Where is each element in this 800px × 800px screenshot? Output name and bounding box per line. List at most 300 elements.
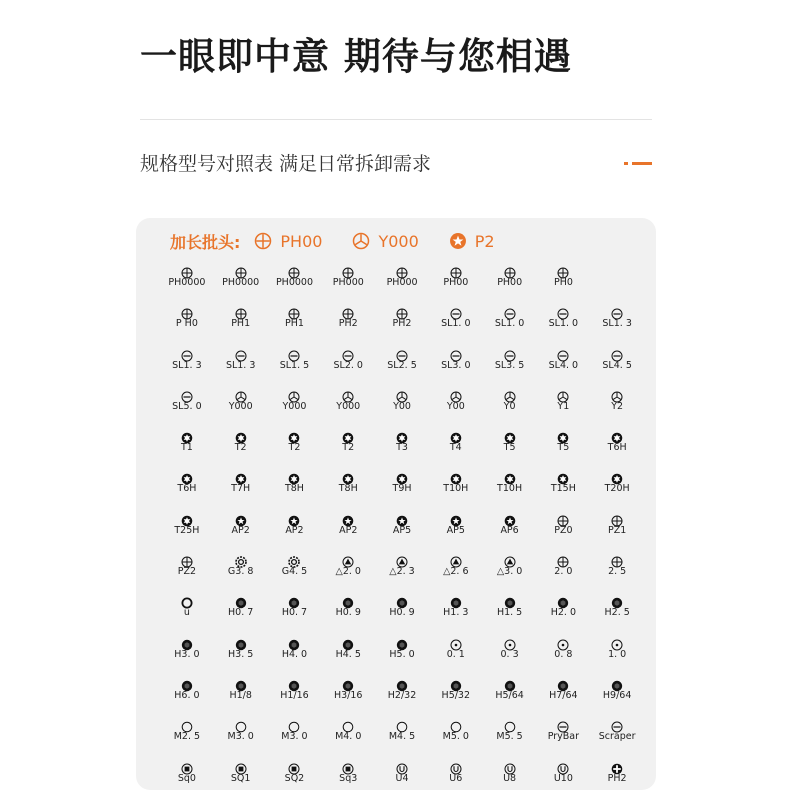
hex-icon bbox=[288, 677, 300, 689]
hex-icon bbox=[396, 594, 408, 606]
dot-ring-icon bbox=[504, 636, 516, 648]
phillips-icon bbox=[235, 305, 247, 317]
bit-label: △2. 3 bbox=[389, 566, 415, 578]
ring-icon bbox=[181, 594, 193, 606]
phillips-icon bbox=[181, 305, 193, 317]
bit-cell bbox=[590, 511, 644, 552]
bit-label: H4. 5 bbox=[335, 648, 361, 660]
bit-label: M3. 0 bbox=[227, 731, 254, 743]
bit-cell bbox=[214, 676, 268, 717]
phillips-icon bbox=[557, 264, 569, 276]
bold-cross-icon bbox=[611, 760, 623, 772]
bit-cell bbox=[429, 304, 483, 345]
bit-label: H4. 0 bbox=[281, 648, 308, 660]
bit-label: H0. 7 bbox=[281, 607, 308, 619]
bit-cell bbox=[375, 717, 429, 758]
bit-label: G4. 5 bbox=[281, 566, 308, 578]
bit-label: SQ2 bbox=[284, 772, 305, 784]
bit-cell bbox=[483, 552, 537, 593]
torx-icon bbox=[342, 429, 354, 441]
phillips-icon bbox=[254, 232, 272, 250]
phillips-icon bbox=[557, 553, 569, 565]
bit-cell bbox=[537, 263, 591, 304]
phillips-icon bbox=[288, 264, 300, 276]
torx-icon bbox=[235, 470, 247, 482]
bit-label: PH00 bbox=[497, 277, 523, 288]
bit-cell bbox=[483, 263, 537, 304]
bit-cell bbox=[214, 387, 268, 428]
square-bit-icon bbox=[342, 760, 354, 772]
tri-wing-icon bbox=[235, 388, 247, 400]
bit-cell bbox=[160, 717, 214, 758]
bit-cell bbox=[429, 511, 483, 552]
bit-cell bbox=[536, 635, 590, 676]
bit-label: 0. 1 bbox=[446, 648, 465, 660]
phillips-icon bbox=[504, 264, 516, 276]
bit-label: PH2 bbox=[607, 772, 627, 784]
bit-label: H0. 7 bbox=[228, 607, 254, 619]
bit-cell bbox=[375, 428, 429, 469]
bits-row bbox=[160, 552, 644, 593]
bit-cell bbox=[375, 387, 429, 428]
bit-cell bbox=[321, 428, 375, 469]
circle-icon bbox=[396, 718, 408, 730]
bits-header-item-label: Y000 bbox=[378, 231, 419, 251]
bit-label: △2. 6 bbox=[443, 566, 469, 578]
bit-label: PH000 bbox=[332, 277, 364, 288]
bits-row bbox=[160, 304, 644, 345]
bit-label: M4. 5 bbox=[388, 731, 416, 743]
bit-cell bbox=[590, 552, 644, 593]
bit-label: PH0000 bbox=[168, 277, 206, 288]
bit-cell bbox=[214, 759, 268, 800]
slotted-icon bbox=[504, 305, 516, 317]
bit-label: U4 bbox=[395, 772, 409, 784]
bit-label: PH0000 bbox=[275, 277, 314, 288]
bit-label: H6. 0 bbox=[174, 689, 200, 701]
torx-icon bbox=[450, 429, 462, 441]
phillips-icon bbox=[342, 264, 354, 276]
bit-label: SL1. 5 bbox=[279, 359, 310, 371]
torx-icon bbox=[557, 429, 569, 441]
bit-label: PryBar bbox=[547, 731, 580, 743]
bit-cell bbox=[375, 346, 429, 387]
circle-icon bbox=[235, 718, 247, 730]
slotted-icon bbox=[235, 347, 247, 359]
bit-cell bbox=[321, 676, 375, 717]
bit-label: H5/32 bbox=[441, 689, 471, 701]
bit-cell bbox=[590, 717, 644, 758]
bit-label: Scraper bbox=[598, 731, 636, 743]
tri-wing-icon bbox=[504, 388, 516, 400]
bit-label: 0. 3 bbox=[500, 648, 519, 660]
bits-row bbox=[160, 346, 644, 387]
bit-label: AP2 bbox=[231, 524, 250, 536]
hex-icon bbox=[235, 636, 247, 648]
bits-row bbox=[160, 759, 644, 800]
bit-label: T9H bbox=[392, 483, 412, 495]
bit-label: PZ2 bbox=[177, 566, 197, 578]
square-bit-icon bbox=[288, 760, 300, 772]
bit-label: T20H bbox=[604, 483, 630, 495]
bit-label: SL2. 5 bbox=[387, 359, 417, 371]
hex-icon bbox=[450, 594, 462, 606]
bit-label: AP5 bbox=[392, 524, 412, 536]
bit-cell bbox=[375, 511, 429, 552]
bit-cell bbox=[160, 304, 214, 345]
bit-label: T5 bbox=[503, 442, 516, 454]
bit-label: 2. 0 bbox=[554, 566, 573, 578]
slotted-icon bbox=[396, 347, 408, 359]
bit-label: 0. 8 bbox=[554, 648, 573, 660]
bit-cell bbox=[590, 635, 644, 676]
bit-label: H0. 9 bbox=[389, 607, 415, 619]
bit-label: PH2 bbox=[338, 318, 358, 330]
bit-label: U8 bbox=[503, 772, 517, 784]
bit-label: M5. 5 bbox=[496, 731, 523, 743]
bit-cell bbox=[375, 304, 429, 345]
pentalobe-icon bbox=[342, 512, 354, 524]
bit-label: Y00 bbox=[393, 400, 411, 412]
bit-cell bbox=[536, 717, 590, 758]
bit-cell bbox=[268, 346, 322, 387]
pentalobe-icon bbox=[396, 512, 408, 524]
bit-cell bbox=[590, 759, 644, 800]
bit-label: U6 bbox=[449, 772, 463, 784]
bit-label: SL1. 0 bbox=[494, 318, 525, 330]
bit-cell bbox=[590, 428, 644, 469]
pentalobe-icon bbox=[504, 512, 516, 524]
slotted-icon bbox=[450, 347, 462, 359]
tri-wing-icon bbox=[557, 388, 569, 400]
bit-cell bbox=[483, 387, 537, 428]
bit-cell bbox=[536, 552, 590, 593]
hex-icon bbox=[557, 594, 569, 606]
bit-cell bbox=[214, 717, 268, 758]
bit-cell bbox=[590, 593, 644, 634]
bit-label: SQ1 bbox=[230, 772, 251, 784]
bits-grid bbox=[160, 263, 644, 800]
slotted-icon bbox=[611, 347, 623, 359]
phillips-icon bbox=[611, 553, 623, 565]
bit-cell bbox=[321, 635, 375, 676]
slotted-icon bbox=[450, 305, 462, 317]
torx-icon bbox=[181, 470, 193, 482]
hex-icon bbox=[557, 677, 569, 689]
bit-cell bbox=[268, 552, 322, 593]
hex-icon bbox=[611, 594, 623, 606]
bit-label: Y000 bbox=[336, 400, 361, 412]
bit-label: T10H bbox=[497, 483, 523, 495]
bit-cell bbox=[214, 428, 268, 469]
bit-label: T4 bbox=[449, 442, 462, 454]
bit-label: T6H bbox=[177, 483, 197, 495]
bit-cell bbox=[429, 552, 483, 593]
slotted-icon bbox=[557, 347, 569, 359]
bit-cell bbox=[429, 428, 483, 469]
bit-cell bbox=[429, 759, 483, 800]
bit-cell bbox=[429, 469, 483, 510]
bit-cell bbox=[321, 511, 375, 552]
phillips-icon bbox=[181, 264, 193, 276]
bit-cell bbox=[590, 469, 644, 510]
circle-icon bbox=[288, 718, 300, 730]
bits-row bbox=[160, 387, 644, 428]
bit-cell bbox=[268, 511, 322, 552]
bit-label: SL4. 0 bbox=[548, 359, 579, 371]
bit-cell bbox=[429, 635, 483, 676]
triangle-bit-icon bbox=[342, 553, 354, 565]
torx-icon bbox=[288, 429, 300, 441]
slotted-icon bbox=[611, 718, 623, 730]
bit-cell bbox=[321, 263, 375, 304]
bit-label: T8H bbox=[338, 483, 358, 495]
bit-cell bbox=[590, 346, 644, 387]
bit-label: H1/16 bbox=[280, 689, 309, 701]
bit-cell bbox=[536, 511, 590, 552]
page-title: 一眼即中意 期待与您相遇 bbox=[140, 35, 572, 78]
slotted-icon bbox=[504, 347, 516, 359]
tri-wing-icon bbox=[288, 388, 300, 400]
u-shape-icon bbox=[396, 760, 408, 772]
torx-icon bbox=[504, 429, 516, 441]
title-divider bbox=[140, 119, 652, 120]
bit-cell bbox=[160, 635, 214, 676]
bit-cell bbox=[429, 676, 483, 717]
slotted-icon bbox=[557, 718, 569, 730]
tri-wing-icon bbox=[342, 388, 354, 400]
dot-ring-icon bbox=[557, 636, 569, 648]
hex-icon bbox=[342, 636, 354, 648]
square-bit-icon bbox=[235, 760, 247, 772]
dot-ring-icon bbox=[450, 636, 462, 648]
bits-row bbox=[160, 263, 644, 304]
bit-cell bbox=[483, 428, 537, 469]
bit-label: H3. 5 bbox=[228, 648, 254, 660]
bit-label: M3. 0 bbox=[281, 731, 308, 743]
bit-label: SL1. 0 bbox=[441, 318, 471, 330]
torx-icon bbox=[342, 470, 354, 482]
slotted-icon bbox=[342, 347, 354, 359]
accent-mark bbox=[624, 162, 652, 165]
bit-cell bbox=[375, 635, 429, 676]
bit-cell bbox=[214, 511, 268, 552]
bit-label: H3/16 bbox=[333, 689, 363, 701]
section-subtitle: 规格型号对照表 满足日常拆卸需求 bbox=[140, 153, 432, 175]
circle-icon bbox=[342, 718, 354, 730]
slotted-icon bbox=[288, 347, 300, 359]
bit-label: H3. 0 bbox=[174, 648, 200, 660]
bit-label: Y000 bbox=[282, 400, 307, 412]
bit-label: SL3. 0 bbox=[441, 359, 471, 371]
torx-icon bbox=[396, 429, 408, 441]
torx-icon bbox=[181, 512, 193, 524]
bit-cell bbox=[483, 511, 537, 552]
bit-label: T8H bbox=[284, 483, 304, 495]
bit-cell bbox=[268, 717, 322, 758]
bit-cell bbox=[160, 593, 214, 634]
bit-cell bbox=[375, 552, 429, 593]
bit-label: M5. 0 bbox=[442, 731, 469, 743]
tri-wing-icon bbox=[396, 388, 408, 400]
bit-label: H5/64 bbox=[495, 689, 524, 701]
bit-label: M4. 0 bbox=[335, 731, 362, 743]
bit-label: 1. 0 bbox=[608, 648, 627, 660]
bit-cell bbox=[536, 346, 590, 387]
hex-icon bbox=[611, 677, 623, 689]
gear-bit-icon bbox=[235, 553, 247, 565]
hex-icon bbox=[288, 594, 300, 606]
bit-cell bbox=[321, 304, 375, 345]
bit-cell bbox=[268, 759, 322, 800]
pentalobe-icon bbox=[450, 512, 462, 524]
bit-label: PH2 bbox=[392, 318, 412, 330]
tri-wing-icon bbox=[450, 388, 462, 400]
bit-cell bbox=[483, 346, 537, 387]
bit-label: H9/64 bbox=[602, 689, 632, 701]
bit-cell bbox=[160, 676, 214, 717]
bit-label: Y2 bbox=[611, 400, 624, 412]
hex-icon bbox=[288, 636, 300, 648]
bit-label: Y000 bbox=[228, 400, 253, 412]
bit-label: H2. 5 bbox=[604, 607, 630, 619]
phillips-icon bbox=[288, 305, 300, 317]
bit-cell bbox=[321, 717, 375, 758]
bit-cell bbox=[214, 346, 268, 387]
bit-cell bbox=[160, 511, 214, 552]
bit-cell bbox=[536, 676, 590, 717]
u-shape-icon bbox=[450, 760, 462, 772]
bit-label: T15H bbox=[550, 483, 576, 495]
torx-icon bbox=[288, 470, 300, 482]
bit-label: SL4. 5 bbox=[602, 359, 632, 371]
circle-icon bbox=[450, 718, 462, 730]
hex-icon bbox=[235, 677, 247, 689]
bit-label: SL5. 0 bbox=[172, 400, 202, 412]
bit-label: SL2. 0 bbox=[333, 359, 363, 371]
triangle-bit-icon bbox=[450, 553, 462, 565]
bit-label: Y0 bbox=[503, 400, 516, 412]
hex-icon bbox=[504, 677, 516, 689]
bit-label: PZ0 bbox=[554, 524, 573, 536]
bit-label: H2/32 bbox=[387, 689, 417, 701]
bit-label: H1/8 bbox=[229, 689, 252, 701]
hex-icon bbox=[342, 594, 354, 606]
hex-icon bbox=[450, 677, 462, 689]
bit-cell bbox=[536, 759, 590, 800]
pentalobe-icon bbox=[288, 512, 300, 524]
bit-label: 2. 5 bbox=[608, 566, 627, 578]
bit-cell bbox=[483, 593, 537, 634]
bit-cell bbox=[160, 469, 214, 510]
bit-cell bbox=[536, 304, 590, 345]
bit-cell bbox=[429, 263, 483, 304]
phillips-icon bbox=[342, 305, 354, 317]
phillips-icon bbox=[235, 264, 247, 276]
bit-cell bbox=[268, 263, 322, 304]
bit-label: PH1 bbox=[284, 318, 304, 330]
bit-cell bbox=[160, 552, 214, 593]
pentalobe-icon bbox=[235, 512, 247, 524]
bit-cell bbox=[590, 304, 644, 345]
bit-label: T6H bbox=[607, 442, 627, 454]
bit-label: SL1. 3 bbox=[225, 359, 256, 371]
hex-icon bbox=[396, 636, 408, 648]
bit-cell bbox=[160, 387, 214, 428]
bits-row bbox=[160, 676, 644, 717]
circle-icon bbox=[181, 718, 193, 730]
torx-icon bbox=[235, 429, 247, 441]
bit-cell bbox=[160, 263, 214, 304]
bit-cell bbox=[160, 346, 214, 387]
hex-icon bbox=[235, 594, 247, 606]
bit-label: H5. 0 bbox=[389, 648, 415, 660]
bit-label: H0. 9 bbox=[335, 607, 361, 619]
gear-bit-icon bbox=[288, 553, 300, 565]
hex-icon bbox=[181, 636, 193, 648]
bits-header-item-ph00 bbox=[254, 232, 322, 251]
hex-icon bbox=[342, 677, 354, 689]
bit-label: SL1. 3 bbox=[602, 318, 632, 330]
hex-icon bbox=[504, 594, 516, 606]
slotted-icon bbox=[557, 305, 569, 317]
bit-label: ü bbox=[183, 607, 190, 619]
u-shape-icon bbox=[504, 760, 516, 772]
dot-ring-icon bbox=[611, 636, 623, 648]
bits-row bbox=[160, 635, 644, 676]
bit-cell bbox=[483, 304, 537, 345]
bit-cell bbox=[321, 593, 375, 634]
bit-cell bbox=[429, 593, 483, 634]
bit-cell bbox=[429, 387, 483, 428]
torx-icon bbox=[504, 470, 516, 482]
bits-header-item-p2 bbox=[449, 232, 495, 251]
bits-row bbox=[160, 428, 644, 469]
bit-cell bbox=[590, 387, 644, 428]
phillips-icon bbox=[557, 512, 569, 524]
bit-cell bbox=[375, 593, 429, 634]
bit-cell bbox=[214, 263, 268, 304]
bit-label: PH00 bbox=[443, 277, 469, 288]
torx-icon bbox=[611, 429, 623, 441]
bit-label: G3. 8 bbox=[227, 566, 254, 578]
bit-cell bbox=[375, 759, 429, 800]
phillips-icon bbox=[396, 305, 408, 317]
bit-cell bbox=[268, 387, 322, 428]
bit-label: Y00 bbox=[446, 400, 465, 412]
bit-cell bbox=[429, 717, 483, 758]
bit-cell bbox=[214, 635, 268, 676]
bits-header-item-y000 bbox=[352, 232, 418, 251]
bit-label: △3. 0 bbox=[496, 566, 523, 578]
slotted-icon bbox=[181, 388, 193, 400]
bit-label: PH0 bbox=[554, 277, 573, 288]
triangle-bit-icon bbox=[504, 553, 516, 565]
bit-cell bbox=[536, 387, 590, 428]
u-shape-icon bbox=[557, 760, 569, 772]
bit-cell bbox=[375, 263, 429, 304]
bit-label: T3 bbox=[396, 442, 408, 454]
bit-cell bbox=[160, 428, 214, 469]
hex-icon bbox=[181, 677, 193, 689]
bit-cell bbox=[483, 635, 537, 676]
bit-cell bbox=[321, 387, 375, 428]
bits-row bbox=[160, 469, 644, 510]
bit-label: SL1. 0 bbox=[548, 318, 579, 330]
bit-label: Sq3 bbox=[339, 772, 358, 784]
bit-label: T10H bbox=[443, 483, 469, 495]
bit-cell bbox=[536, 593, 590, 634]
